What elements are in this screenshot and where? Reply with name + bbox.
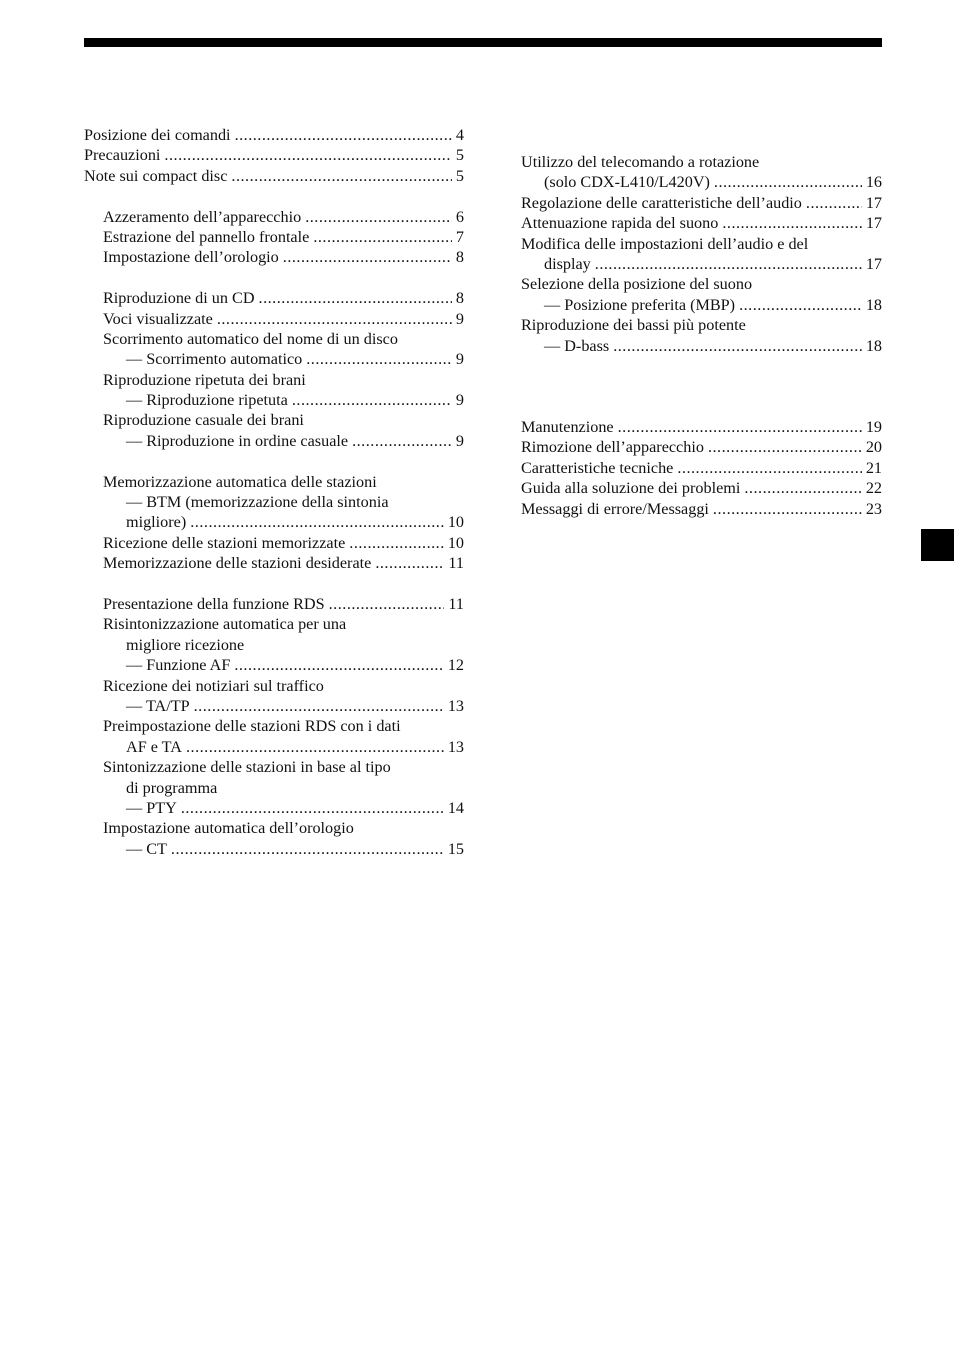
toc-entry-text: Scorrimento automatico del nome di un disco xyxy=(103,329,398,348)
toc-entry-text: Preimpostazione delle stazioni RDS con i dati xyxy=(103,717,401,736)
toc-entry-text: Impostazione automatica dell’orologio xyxy=(103,819,354,838)
toc-entry-text: migliore ricezione xyxy=(126,635,245,654)
toc-entry[interactable]: — CT ..... 15 xyxy=(84,839,464,859)
toc-entry[interactable]: — Funzione AF ..... 12 xyxy=(84,655,464,675)
toc-entry[interactable]: Posizione dei comandi ..... 4 xyxy=(84,125,464,145)
toc-section-radio xyxy=(84,472,464,574)
toc-entry[interactable]: Messaggi di errore/Messaggi ..... 23 xyxy=(521,499,882,519)
toc-entry-text: Modifica delle impostazioni dell’audio e del xyxy=(521,234,809,253)
toc-entry[interactable]: AF e TA ..... 13 xyxy=(84,737,464,757)
toc-section-audio xyxy=(521,152,882,356)
toc-entry-text: Risintonizzazione automatica per una xyxy=(103,615,347,634)
toc-entry[interactable]: Estrazione del pannello frontale ..... 7 xyxy=(84,227,464,247)
toc-entry[interactable]: (solo CDX-L410/L420V) ..... 16 xyxy=(521,172,882,192)
toc-entry[interactable]: Guida alla soluzione dei problemi ..... 22 xyxy=(521,478,882,498)
toc-entry[interactable]: Manutenzione ..... 19 xyxy=(521,417,882,437)
toc-entry[interactable]: display ..... 17 xyxy=(521,254,882,274)
toc-entry[interactable]: Note sui compact disc ..... 5 xyxy=(84,166,464,186)
toc-entry[interactable]: migliore) ..... 10 xyxy=(84,512,464,532)
top-rule xyxy=(84,38,882,47)
toc-entry[interactable]: — Posizione preferita (MBP) ..... 18 xyxy=(521,295,882,315)
toc-entry[interactable]: — D-bass ..... 18 xyxy=(521,336,882,356)
toc-section-intro xyxy=(84,125,464,186)
toc-entry[interactable]: Impostazione dell’orologio ..... 8 xyxy=(84,247,464,267)
toc-entry[interactable]: Attenuazione rapida del suono ..... 17 xyxy=(521,213,882,233)
toc-left-column xyxy=(84,125,464,859)
toc-entry[interactable]: — PTY ..... 14 xyxy=(84,798,464,818)
toc-entry[interactable]: — Riproduzione ripetuta ..... 9 xyxy=(84,390,464,410)
toc-entry[interactable]: Voci visualizzate ..... 9 xyxy=(84,309,464,329)
toc-entry-text: Riproduzione dei bassi più potente xyxy=(521,316,746,335)
toc-entry[interactable]: Caratteristiche tecniche ..... 21 xyxy=(521,458,882,478)
toc-entry-text: Selezione della posizione del suono xyxy=(521,275,753,294)
toc-entry-text: Utilizzo del telecomando a rotazione xyxy=(521,153,760,171)
toc-entry[interactable]: Regolazione delle caratteristiche dell’audio ..... 17 xyxy=(521,193,882,213)
toc-entry-text: Memorizzazione automatica delle stazioni xyxy=(103,472,377,491)
toc-entry-text: — BTM (memorizzazione della sintonia xyxy=(126,493,389,512)
toc-entry[interactable]: Memorizzazione delle stazioni desiderate ..... 11 xyxy=(84,553,464,573)
toc-entry-text: di programma xyxy=(126,778,218,797)
toc-entry[interactable]: Precauzioni ..... 5 xyxy=(84,145,464,165)
toc-entry[interactable]: Rimozione dell’apparecchio ..... 20 xyxy=(521,437,882,457)
toc-section-getting-started xyxy=(84,207,464,268)
toc-entry[interactable]: — Scorrimento automatico ..... 9 xyxy=(84,349,464,369)
toc-entry[interactable]: Riproduzione di un CD ..... 8 xyxy=(84,288,464,308)
toc-entry[interactable]: Presentazione della funzione RDS ..... 11 xyxy=(84,594,464,614)
toc-entry[interactable]: — TA/TP ..... 13 xyxy=(84,696,464,716)
toc-entry-text: Ricezione dei notiziari sul traffico xyxy=(103,676,324,695)
toc-entry-text: Riproduzione casuale dei brani xyxy=(103,411,304,430)
toc-entry[interactable]: Azzeramento dell’apparecchio ..... 6 xyxy=(84,207,464,227)
toc-entry[interactable]: Ricezione delle stazioni memorizzate ..... 10 xyxy=(84,533,464,553)
toc-section-additional-info xyxy=(521,417,882,519)
toc-entry[interactable]: — Riproduzione in ordine casuale ..... 9 xyxy=(84,431,464,451)
toc-right-column xyxy=(521,152,882,519)
toc-section-cd-player xyxy=(84,288,464,451)
toc-entry-text: Sintonizzazione delle stazioni in base al tipo xyxy=(103,758,391,777)
toc-section-rds xyxy=(84,594,464,859)
toc-entry-text: Riproduzione ripetuta dei brani xyxy=(103,370,306,389)
section-tab-marker xyxy=(921,529,954,561)
